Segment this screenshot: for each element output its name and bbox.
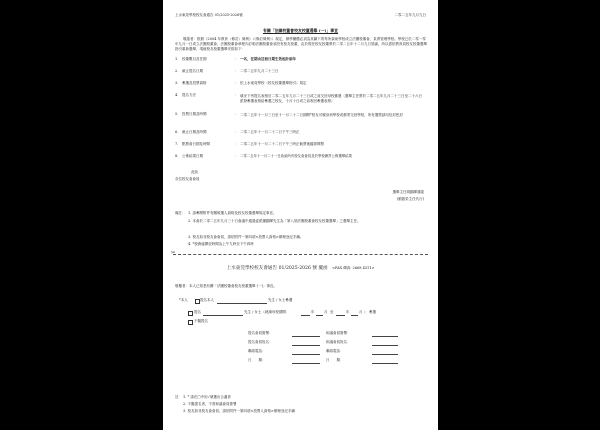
nominate-label: 提名: [194, 310, 201, 314]
reply-title: 上水東莞學校校友會通告 01/2025-2026 號 覆函: [226, 266, 328, 271]
note-3: 3. 校友如非校友會會員，請依附件一第四項<投票人資格>辦理登記手續。: [188, 235, 304, 239]
seconder-name-label: 和議會員姓名：: [326, 340, 351, 344]
item-8-value: 二零二五年十一月二十一日致函所有校友會會員及於學校網頁公佈選舉結果: [240, 154, 352, 158]
item-7-num: 7.: [175, 142, 179, 146]
footer-label: 註: [175, 395, 179, 399]
notes-label: 備註：: [175, 211, 186, 215]
closing-salutation: 此致: [191, 170, 198, 174]
month-to-blank[interactable]: [351, 315, 358, 316]
nominator-sign-blank[interactable]: [292, 336, 320, 337]
seconder-date-label: 日 期：: [326, 358, 344, 362]
nominate-mid: 先生 / 女士（就讀母校期間：: [244, 310, 290, 314]
item-6-label: 截止日期及時間: [182, 130, 207, 134]
year-to-blank[interactable]: [336, 315, 345, 316]
notice-title: 有關「法團校董會校友校董選舉 (一)」事宜: [262, 28, 339, 33]
seconder-date-blank[interactable]: [372, 363, 398, 364]
reply-intro: 敬覆者：本人已知悉有關「法團校董會校友校董選舉 (一)」事宜。: [175, 284, 277, 288]
item-2-num: 2.: [175, 69, 179, 73]
item-1-value: 一名，任期由註冊日期生效起計兩年: [240, 57, 296, 61]
note-4: 4. *校務處開放時間為上午九時至下午四時: [188, 242, 254, 246]
to-label: 至: [330, 310, 334, 314]
signature-proxy: (劉啟榮主任代行): [396, 197, 424, 201]
nominator-date-label: 日 期：: [248, 358, 266, 362]
self-nominate-suffix: 先生 / 女士參選: [268, 298, 293, 302]
item-3-value: 依上水東莞學校（校友校董選舉指引）規定: [240, 81, 307, 85]
item-5-label: 投票日期及時間: [182, 112, 207, 116]
nominate-end: 參選: [369, 310, 376, 314]
reply-self-prefix: *本人: [179, 298, 188, 302]
item-3-num: 3.: [175, 81, 179, 85]
no-nominate-checkbox[interactable]: [188, 320, 193, 325]
notice-number: 上水東莞學校校友會通告 01/2025-2026號: [175, 13, 243, 17]
item-5-value: 二零二五年十一月三日至十一月二十二日期間*校友可親身到學校或郵寄交回學校，所有選票請用信封密封: [240, 113, 403, 117]
item-7-label: 點票會日期及時間: [182, 142, 210, 146]
note-1: 1. 請參閱附件有關候選人資格及校友校董選舉規定事宜。: [188, 211, 277, 215]
nominee-name-blank[interactable]: [203, 315, 243, 316]
item-7-value: 二零二五年十一月二十二日下午三時正截票後隨即開票: [240, 142, 324, 146]
cut-line: [173, 254, 428, 255]
seconder-name-blank[interactable]: [372, 345, 398, 346]
scissors-icon: ✂: [171, 250, 176, 256]
item-4-num: 4.: [175, 93, 179, 97]
year-from-blank[interactable]: [301, 315, 310, 316]
nominator-name-blank[interactable]: [292, 345, 320, 346]
item-3-label: 參選及投票資格: [182, 81, 207, 85]
nominate-checkbox[interactable]: [188, 311, 193, 316]
seconder-phone-blank[interactable]: [372, 354, 398, 355]
month-label-1: 月: [324, 310, 328, 314]
item-5-num: 5.: [175, 112, 179, 116]
item-2-value: 二零二五年九月二十三日: [240, 69, 279, 73]
month-label-2: 月: [359, 310, 363, 314]
notice-date: 二零二五年九月九日: [394, 13, 426, 17]
footer-note-1: 1. * 請在□中用✓號選出合適者: [183, 395, 231, 399]
self-nominate-label: 提名本人: [200, 298, 214, 302]
year-label-2: 年: [346, 310, 350, 314]
item-8-num: 8.: [175, 154, 179, 158]
item-6-value: 二零二五年十一月二十二日下午三時正: [240, 130, 300, 134]
nominator-date-blank[interactable]: [292, 363, 320, 364]
reply-title-row: [163, 267, 438, 272]
closing-recipient: 各位校友會會員: [175, 177, 200, 181]
item-8-label: 公佈結果日期: [182, 154, 203, 158]
nominator-name-label: 提名會員姓名：: [248, 340, 273, 344]
nominator-phone-label: 聯絡電話：: [248, 349, 266, 353]
seconder-sign-blank[interactable]: [372, 336, 398, 337]
nominator-sign-label: 提名會員簽署：: [248, 331, 273, 335]
footer-note-3: 3. 校友如非校友會會員，請依附件一第四項<投票人資格>辦理登記手續: [183, 409, 295, 413]
item-6-num: 6.: [175, 130, 179, 134]
note-2: 2. 本會於二零二五年九月三十日會議中通過委派鍾錦暉先生為「第八屆法團校董會校友校董選舉」之選舉主任。: [188, 219, 361, 223]
month-from-blank[interactable]: [316, 315, 323, 316]
no-nominate-label: 不擬提名: [194, 319, 208, 323]
notice-page: 上水東莞學校校友會通告 01/2025-2026號 二零二五年九月九日 有關「法團校董會校友校董選舉 (一)」事宜 敬啟者：根據《2004 年教育（修訂）條例》（《修訂條例》）規定，辦學團體必須為其屬下的每所資助學校成立法團校董會，負責管理學校。學校已於二零一零年九月一日成立法團校董會，法團校董會章程內訂明法團校董會須設有校友校董，由於現任校友校董將於二零二五年十二月九日屆滿，所以需依教育局校友校董選舉指引重新選舉，現就校友校董選舉安排如下： 1. 校董數目及任期 ： 一名，任期由註冊日期生效起計兩年 2. 截止提名日期 ： 二零二五年九月二十三日 3. 參選及投票資格 ： 依上水東莞學校（校友校董選舉指引）規定 4. 提名方法 ： 填妥下列提名表格於二零二五年九月二十三日或之前交回母校郵遞（選舉主任將於二零二五年九月二十三日至二十六日派發參選表格給參選之校友，十月十日或之前收回參選表格） 5. 投票日期及時間 ： 二零二五年十一月三日至十一月二十二日期間*校友可親身到學校或郵寄交回學校，所有選票請用信封密封 6. 截止日期及時間 ： 二零二五年十一月二十二日下午三時正 7. 點票會日期及時間 ： 二零二五年十一月二十二日下午三時正截票後隨即開票 8. 公佈結果日期 ： 二零二五年十一月二十一日致函所有校友會會員及於學校網頁公佈選舉結果 此致 各位校友會會員 選舉主任胡錦暉謹啟 (劉啟榮主任代行) 備註： 1. 請參閱附件有關候選人資格及校友校董選舉規定事宜。 2. 本會於二零二五年九月三十日會議中通過委派鍾錦暉先生為「第八屆法團校董會校友校董選舉」之選舉主任。 3. 校友如非校友會會員，請依附件一第四項<投票人資格>辦理登記手續。 4. *校務處開放時間為上午九時至下午四時 ✂ 上水東莞學校校友會通告 01/2025-2026 號 覆函 <FAX 傳真: 2668 4311> 敬覆者：本人已知悉有關「法團校董會校友校董選舉 (一)」事宜。 *本人 提名本人 先生 / 女士參選 提名 先生 / 女士（就讀母校期間： 年 月 至 年 月 ） 參選 不擬提名 提名會員簽署： 和議會員簽署： 提名會員姓名： 和議會員姓名： 聯絡電話： 聯絡電話： 日 期： 日 期： 註 1. * 請在□中用✓號選出合適者 2. 不擬提名者，不需和議會員簽署 3. 校友如非校友會會員，請依附件一第四項<投票人資格>辦理登記手續: [163, 0, 438, 430]
item-4-label: 提名方法: [182, 93, 196, 97]
signature-name: 選舉主任胡錦暉謹啟: [392, 190, 424, 194]
reply-fax: <FAX 傳真: 2668 4311>: [332, 266, 375, 270]
footer-note-2: 2. 不擬提名者，不需和議會員簽署: [183, 402, 237, 406]
seconder-sign-label: 和議會員簽署：: [326, 331, 351, 335]
seconder-phone-label: 聯絡電話：: [326, 349, 344, 353]
item-4-value: 填妥下列提名表格於二零二五年九月二十三日或之前交回母校郵遞（選舉主任將於二零二五年九月二十三日至二十六日派發參選表格給參選之校友，十月十日或之前收回參選表格）: [240, 94, 422, 103]
item-1-label: 校董數目及任期: [182, 57, 207, 61]
intro-paragraph: 敬啟者：根據《2004 年教育（修訂）條例》（《修訂條例》）規定，辦學團體必須為其屬下的每所資助學校成立法團校董會，負責管理學校。學校已於二零一零年九月一日成立法團校董會，法團校董會章程內訂明法團校董會須設有校友校董，由於現任校友校董將於二零二五年十二月九日屆滿，所以需依教育局校友校董選舉指引重新選舉，現就校友校董選舉安排如下：: [175, 37, 427, 51]
item-2-label: 截止提名日期: [182, 69, 203, 73]
item-1-num: 1.: [175, 57, 179, 61]
year-label-1: 年: [311, 310, 315, 314]
self-name-blank[interactable]: [217, 303, 267, 304]
nominator-phone-blank[interactable]: [292, 354, 320, 355]
